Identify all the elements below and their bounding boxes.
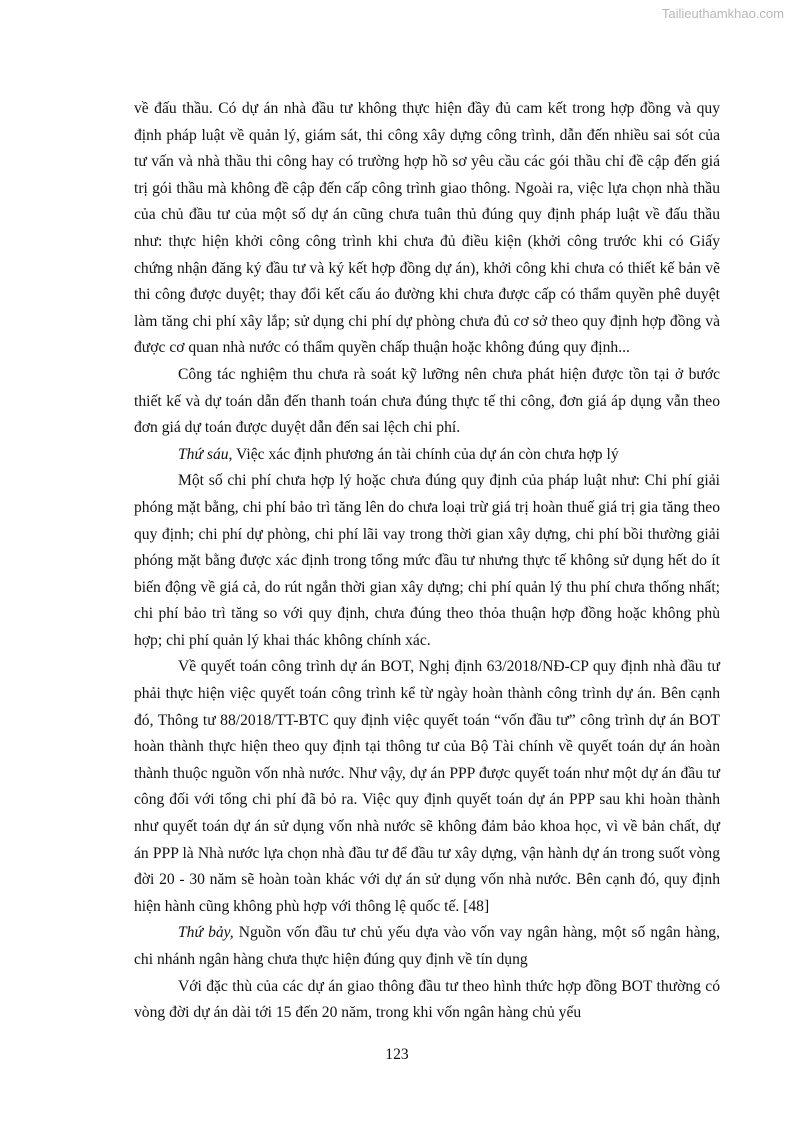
paragraph (134, 442, 720, 469)
paragraph-text: Với đặc thù của các dự án giao thông đầu tư theo hình thức hợp đồng BOT thường có vòng đời dự án dài tới 15 đến 20 năm, trong khi vốn ngân hàng chủ yếu (134, 977, 720, 1022)
paragraph (134, 974, 720, 1027)
paragraph (134, 362, 720, 442)
paragraph-lead: Thứ bảy, (178, 924, 234, 942)
watermark: Tailieuthamkhao.com (661, 6, 784, 21)
page-number: 123 (385, 1046, 409, 1063)
paragraph (134, 920, 720, 973)
paragraph (134, 96, 720, 362)
paragraph-text: Về quyết toán công trình dự án BOT, Nghị định 63/2018/NĐ-CP quy định nhà đầu tư phải thực hiện việc quyết toán công trình kể từ ngày hoàn thành công trình dự án. Bên cạnh đó, Thông tư 88/2018/TT-BTC quy định việc quyết toán “vốn đầu tư” công trình dự án BOT hoàn thành thực hiện theo quy định tại thông tư của Bộ Tài chính về quyết toán dự án hoàn thành thuộc nguồn vốn nhà nước. Như vậy, dự án PPP được quyết toán như một dự án đầu tư công đối với tổng chi phí đã bỏ ra. Việc quy định quyết toán dự án PPP sau khi hoàn thành như quyết toán dự án sử dụng vốn nhà nước sẽ không đảm bảo khoa học, vì về bản chất, dự án PPP là Nhà nước lựa chọn nhà đầu tư để đầu tư xây dựng, vận hành dự án trong suốt vòng đời 20 - 30 năm sẽ hoàn toàn khác với dự án sử dụng vốn nhà nước. Bên cạnh đó, quy định hiện hành cũng không phù hợp với thông lệ quốc tế. [48] (134, 658, 720, 915)
paragraph-text: về đấu thầu. Có dự án nhà đầu tư không thực hiện đầy đủ cam kết trong hợp đồng và quy định pháp luật về quản lý, giám sát, thi công xây dựng công trình, dẫn đến nhiều sai sót của tư vấn và nhà thầu thi công hay có trường hợp hồ sơ yêu cầu các gói thầu chỉ đề cập đến giá trị gói thầu mà không đề cập đến cấp công trình giao thông. Ngoài ra, việc lựa chọn nhà thầu của chủ đầu tư của một số dự án cũng chưa tuân thủ đúng quy định pháp luật về đấu thầu như: thực hiện khởi công công trình khi chưa đủ điều kiện (khởi công trước khi có Giấy chứng nhận đăng ký đầu tư và ký kết hợp đồng dự án), khởi công khi chưa có thiết kế bản vẽ thi công được duyệt; thay đổi kết cấu áo đường khi chưa được cấp có thẩm quyền phê duyệt làm tăng chi phí xây lắp; sử dụng chi phí dự phòng chưa đủ cơ sở theo quy định hợp đồng và được cơ quan nhà nước có thẩm quyền chấp thuận hoặc không đúng quy định... (134, 100, 720, 357)
document-body (134, 96, 720, 1027)
paragraph (134, 654, 720, 920)
paragraph-text: Một số chi phí chưa hợp lý hoặc chưa đúng quy định của pháp luật như: Chi phí giải phóng mặt bằng, chi phí bảo trì tăng lên do chưa loại trừ giá trị hoàn thuế giá trị gia tăng theo quy định; chi phí dự phòng, chi phí lãi vay trong thời gian xây dựng, chi phí bồi thường giải phóng mặt bằng được xác định trong tổng mức đầu tư nhưng thực tế không sử dụng hết do ít biến động về giá cả, do rút ngắn thời gian xây dựng; chi phí quản lý thu phí chưa thống nhất; chi phí bảo trì tăng so với quy định, chưa đúng theo thỏa thuận hợp đồng hoặc không phù hợp; chi phí quản lý khai thác không chính xác. (134, 472, 720, 649)
paragraph-text: Nguồn vốn đầu tư chủ yếu dựa vào vốn vay ngân hàng, một số ngân hàng, chi nhánh ngân hàng chưa thực hiện đúng quy định về tín dụng (134, 924, 720, 968)
paragraph (134, 468, 720, 654)
paragraph-lead: Thứ sáu, (178, 445, 233, 463)
paragraph-text: Công tác nghiệm thu chưa rà soát kỹ lưỡng nên chưa phát hiện được tồn tại ở bước thiết kế và dự toán dẫn đến thanh toán chưa đúng thực tế thi công, đơn giá áp dụng vẫn theo đơn giá dự toán được duyệt dẫn đến sai lệch chi phí. (134, 365, 720, 437)
paragraph-text: Việc xác định phương án tài chính của dự án còn chưa hợp lý (232, 445, 619, 463)
